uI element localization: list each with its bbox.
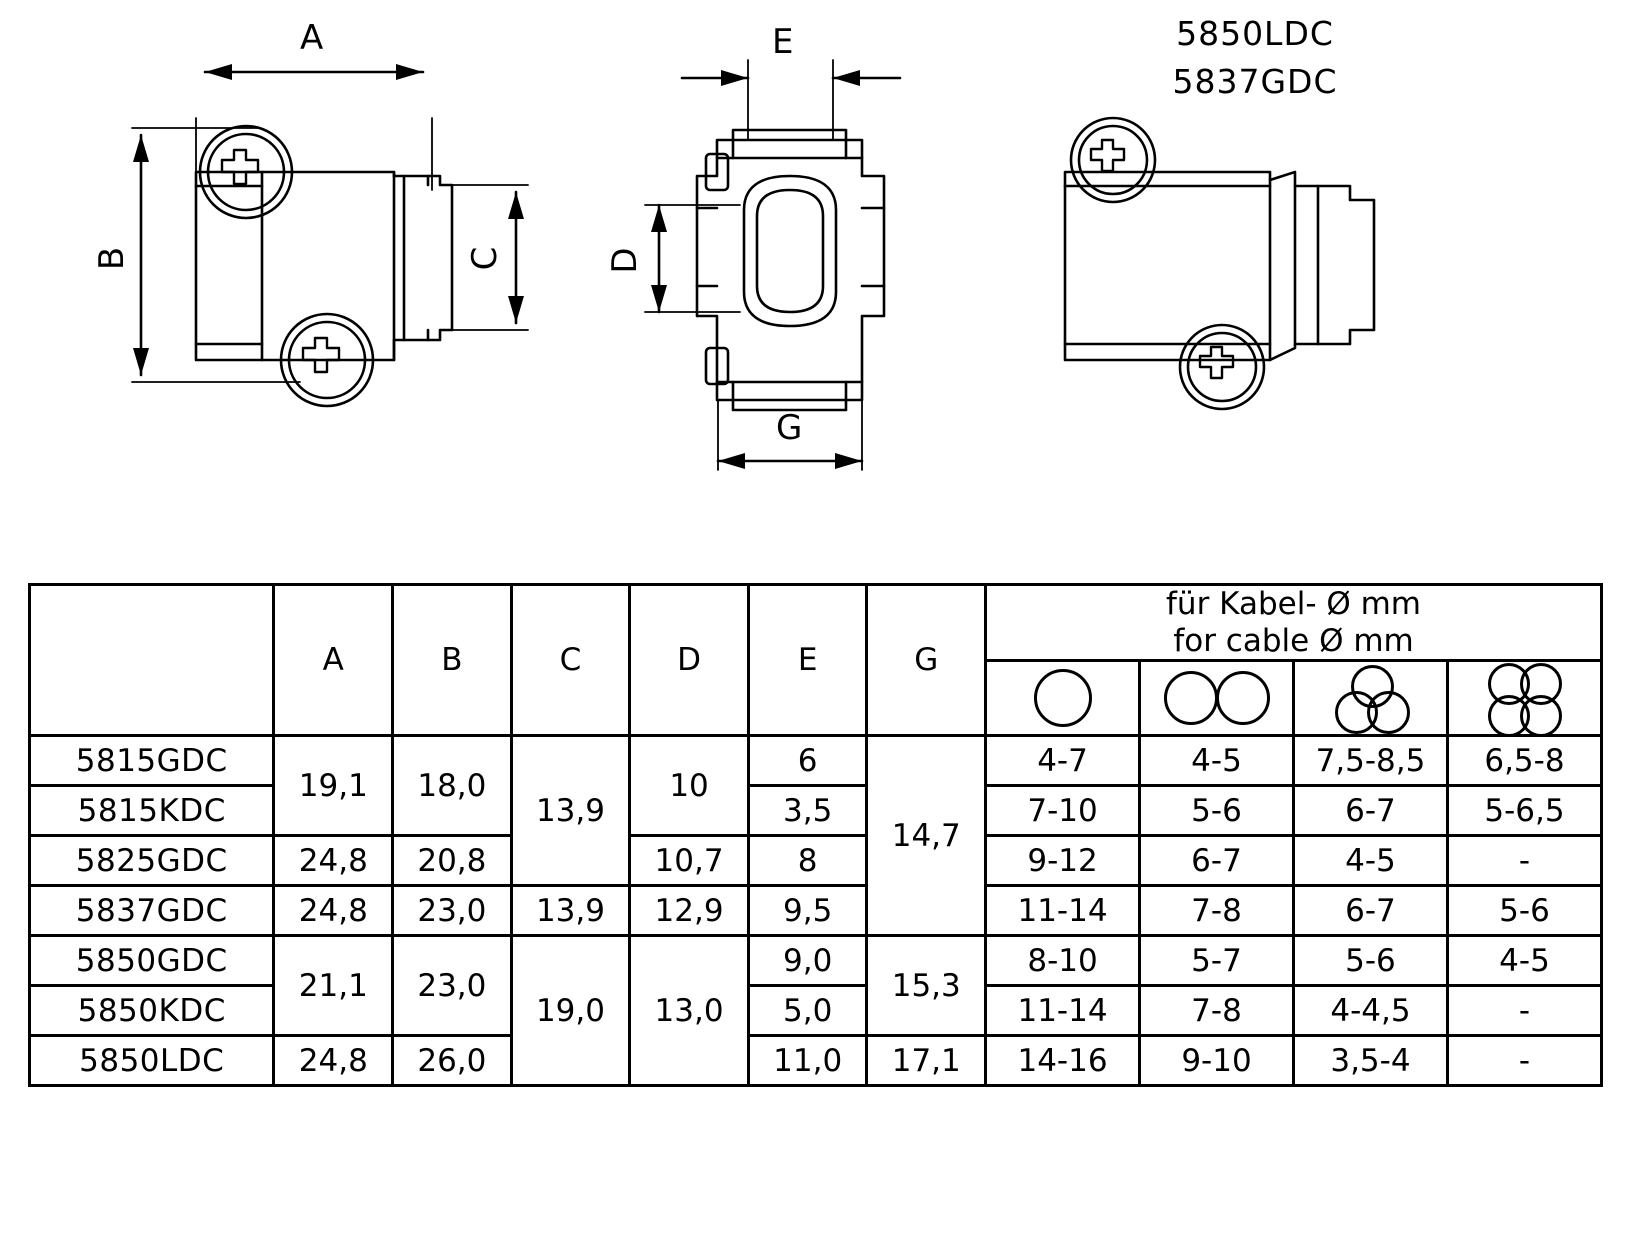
- header-E: E: [748, 585, 867, 736]
- cell-cable1-5815gdc: 4-7: [986, 736, 1140, 786]
- cell-cable1-5837gdc: 11-14: [986, 886, 1140, 936]
- cell-A-5815: 19,1: [274, 736, 393, 836]
- table-header-row-1: [30, 585, 1602, 661]
- table-row: [30, 936, 1602, 986]
- cell-A-5837gdc: 24,8: [274, 886, 393, 936]
- cell-cable2-5850ldc: 9-10: [1140, 1036, 1294, 1086]
- cell-cable1-5850kdc: 11-14: [986, 986, 1140, 1036]
- cell-D-5825gdc: 10,7: [630, 836, 749, 886]
- part-label-line1: 5850LDC: [1176, 14, 1334, 53]
- row-name-5815kdc: 5815KDC: [30, 786, 274, 836]
- cell-cable3-5850gdc: 5-6: [1293, 936, 1447, 986]
- cell-B-5837gdc: 23,0: [393, 886, 512, 936]
- triple-circle-icon: [1295, 662, 1446, 734]
- cell-E-5837gdc: 9,5: [748, 886, 867, 936]
- cell-E-5850ldc: 11,0: [748, 1036, 867, 1086]
- cell-G-5850: 15,3: [867, 936, 986, 1036]
- cable-header-en: for cable Ø mm: [1173, 622, 1414, 659]
- cell-E-5850gdc: 9,0: [748, 936, 867, 986]
- cell-cable3-5837gdc: 6-7: [1293, 886, 1447, 936]
- row-name-5815gdc: 5815GDC: [30, 736, 274, 786]
- cell-E-5815kdc: 3,5: [748, 786, 867, 836]
- cell-E-5850kdc: 5,0: [748, 986, 867, 1036]
- cell-E-5825gdc: 8: [748, 836, 867, 886]
- row-name-5850gdc: 5850GDC: [30, 936, 274, 986]
- dim-label-A: A: [300, 18, 325, 58]
- cell-D-5837gdc: 12,9: [630, 886, 749, 936]
- cell-cable4-5815kdc: 5-6,5: [1447, 786, 1601, 836]
- cell-cable3-5815gdc: 7,5-8,5: [1293, 736, 1447, 786]
- dim-label-G: G: [776, 408, 804, 448]
- header-B: B: [393, 585, 512, 736]
- cable-diameter-header: [986, 585, 1602, 661]
- table-row: [30, 886, 1602, 936]
- cell-cable1-5825gdc: 9-12: [986, 836, 1140, 886]
- cell-cable3-5815kdc: 6-7: [1293, 786, 1447, 836]
- cell-cable2-5815gdc: 4-5: [1140, 736, 1294, 786]
- table-row: [30, 836, 1602, 886]
- quad-circle-icon: [1449, 662, 1600, 734]
- row-name-5850kdc: 5850KDC: [30, 986, 274, 1036]
- cell-D-5850: 13,0: [630, 936, 749, 1086]
- table-row: [30, 786, 1602, 836]
- header-blank: [30, 585, 274, 736]
- part-label-line2: 5837GDC: [1172, 62, 1338, 101]
- cell-cable2-5850kdc: 7-8: [1140, 986, 1294, 1036]
- cell-cable4-5850kdc: -: [1447, 986, 1601, 1036]
- cell-cable3-5825gdc: 4-5: [1293, 836, 1447, 886]
- header-D: D: [630, 585, 749, 736]
- cell-A-5850ldc: 24,8: [274, 1036, 393, 1086]
- single-circle-icon-cell: [986, 661, 1140, 736]
- cell-C-5850: 19,0: [511, 936, 630, 1086]
- cell-D-5815: 10: [630, 736, 749, 836]
- cell-G-5815: 14,7: [867, 736, 986, 936]
- cell-C-5815: 13,9: [511, 736, 630, 886]
- cell-B-5850ldc: 26,0: [393, 1036, 512, 1086]
- dim-label-B: B: [92, 245, 132, 271]
- cell-cable1-5850gdc: 8-10: [986, 936, 1140, 986]
- header-A: A: [274, 585, 393, 736]
- row-name-5825gdc: 5825GDC: [30, 836, 274, 886]
- row-name-5837gdc: 5837GDC: [30, 886, 274, 936]
- double-circle-icon-cell: [1140, 661, 1294, 736]
- cell-G-5850ldc: 17,1: [867, 1036, 986, 1086]
- triple-circle-icon-cell: [1293, 661, 1447, 736]
- spec-table: [28, 583, 1603, 1087]
- table-row: [30, 1036, 1602, 1086]
- cell-E-5815gdc: 6: [748, 736, 867, 786]
- cell-cable2-5850gdc: 5-7: [1140, 936, 1294, 986]
- table-row: [30, 736, 1602, 786]
- drawing-area: [0, 0, 1629, 560]
- quad-circle-icon-cell: [1447, 661, 1601, 736]
- cell-cable4-5815gdc: 6,5-8: [1447, 736, 1601, 786]
- cell-B-5850: 23,0: [393, 936, 512, 1036]
- cell-A-5850: 21,1: [274, 936, 393, 1036]
- dim-label-D: D: [605, 246, 645, 274]
- cell-C-5837gdc: 13,9: [511, 886, 630, 936]
- table-row: [30, 986, 1602, 1036]
- cell-cable2-5815kdc: 5-6: [1140, 786, 1294, 836]
- spec-table-wrapper: [28, 583, 1603, 1087]
- cell-cable4-5837gdc: 5-6: [1447, 886, 1601, 936]
- cable-header-de: für Kabel- Ø mm: [1166, 586, 1422, 622]
- cell-cable4-5825gdc: -: [1447, 836, 1601, 886]
- row-name-5850ldc: 5850LDC: [30, 1036, 274, 1086]
- cell-cable2-5837gdc: 7-8: [1140, 886, 1294, 936]
- header-G: G: [867, 585, 986, 736]
- cell-B-5815: 18,0: [393, 736, 512, 836]
- cell-A-5825gdc: 24,8: [274, 836, 393, 886]
- cell-cable1-5815kdc: 7-10: [986, 786, 1140, 836]
- header-C: C: [511, 585, 630, 736]
- dim-label-E: E: [772, 22, 795, 62]
- dim-label-C: C: [465, 245, 505, 271]
- single-circle-icon: [987, 662, 1138, 734]
- cell-B-5825gdc: 20,8: [393, 836, 512, 886]
- double-circle-icon: [1141, 662, 1292, 734]
- cell-cable4-5850ldc: -: [1447, 1036, 1601, 1086]
- cell-cable3-5850kdc: 4-4,5: [1293, 986, 1447, 1036]
- cell-cable2-5825gdc: 6-7: [1140, 836, 1294, 886]
- cell-cable1-5850ldc: 14-16: [986, 1036, 1140, 1086]
- cell-cable4-5850gdc: 4-5: [1447, 936, 1601, 986]
- cell-cable3-5850ldc: 3,5-4: [1293, 1036, 1447, 1086]
